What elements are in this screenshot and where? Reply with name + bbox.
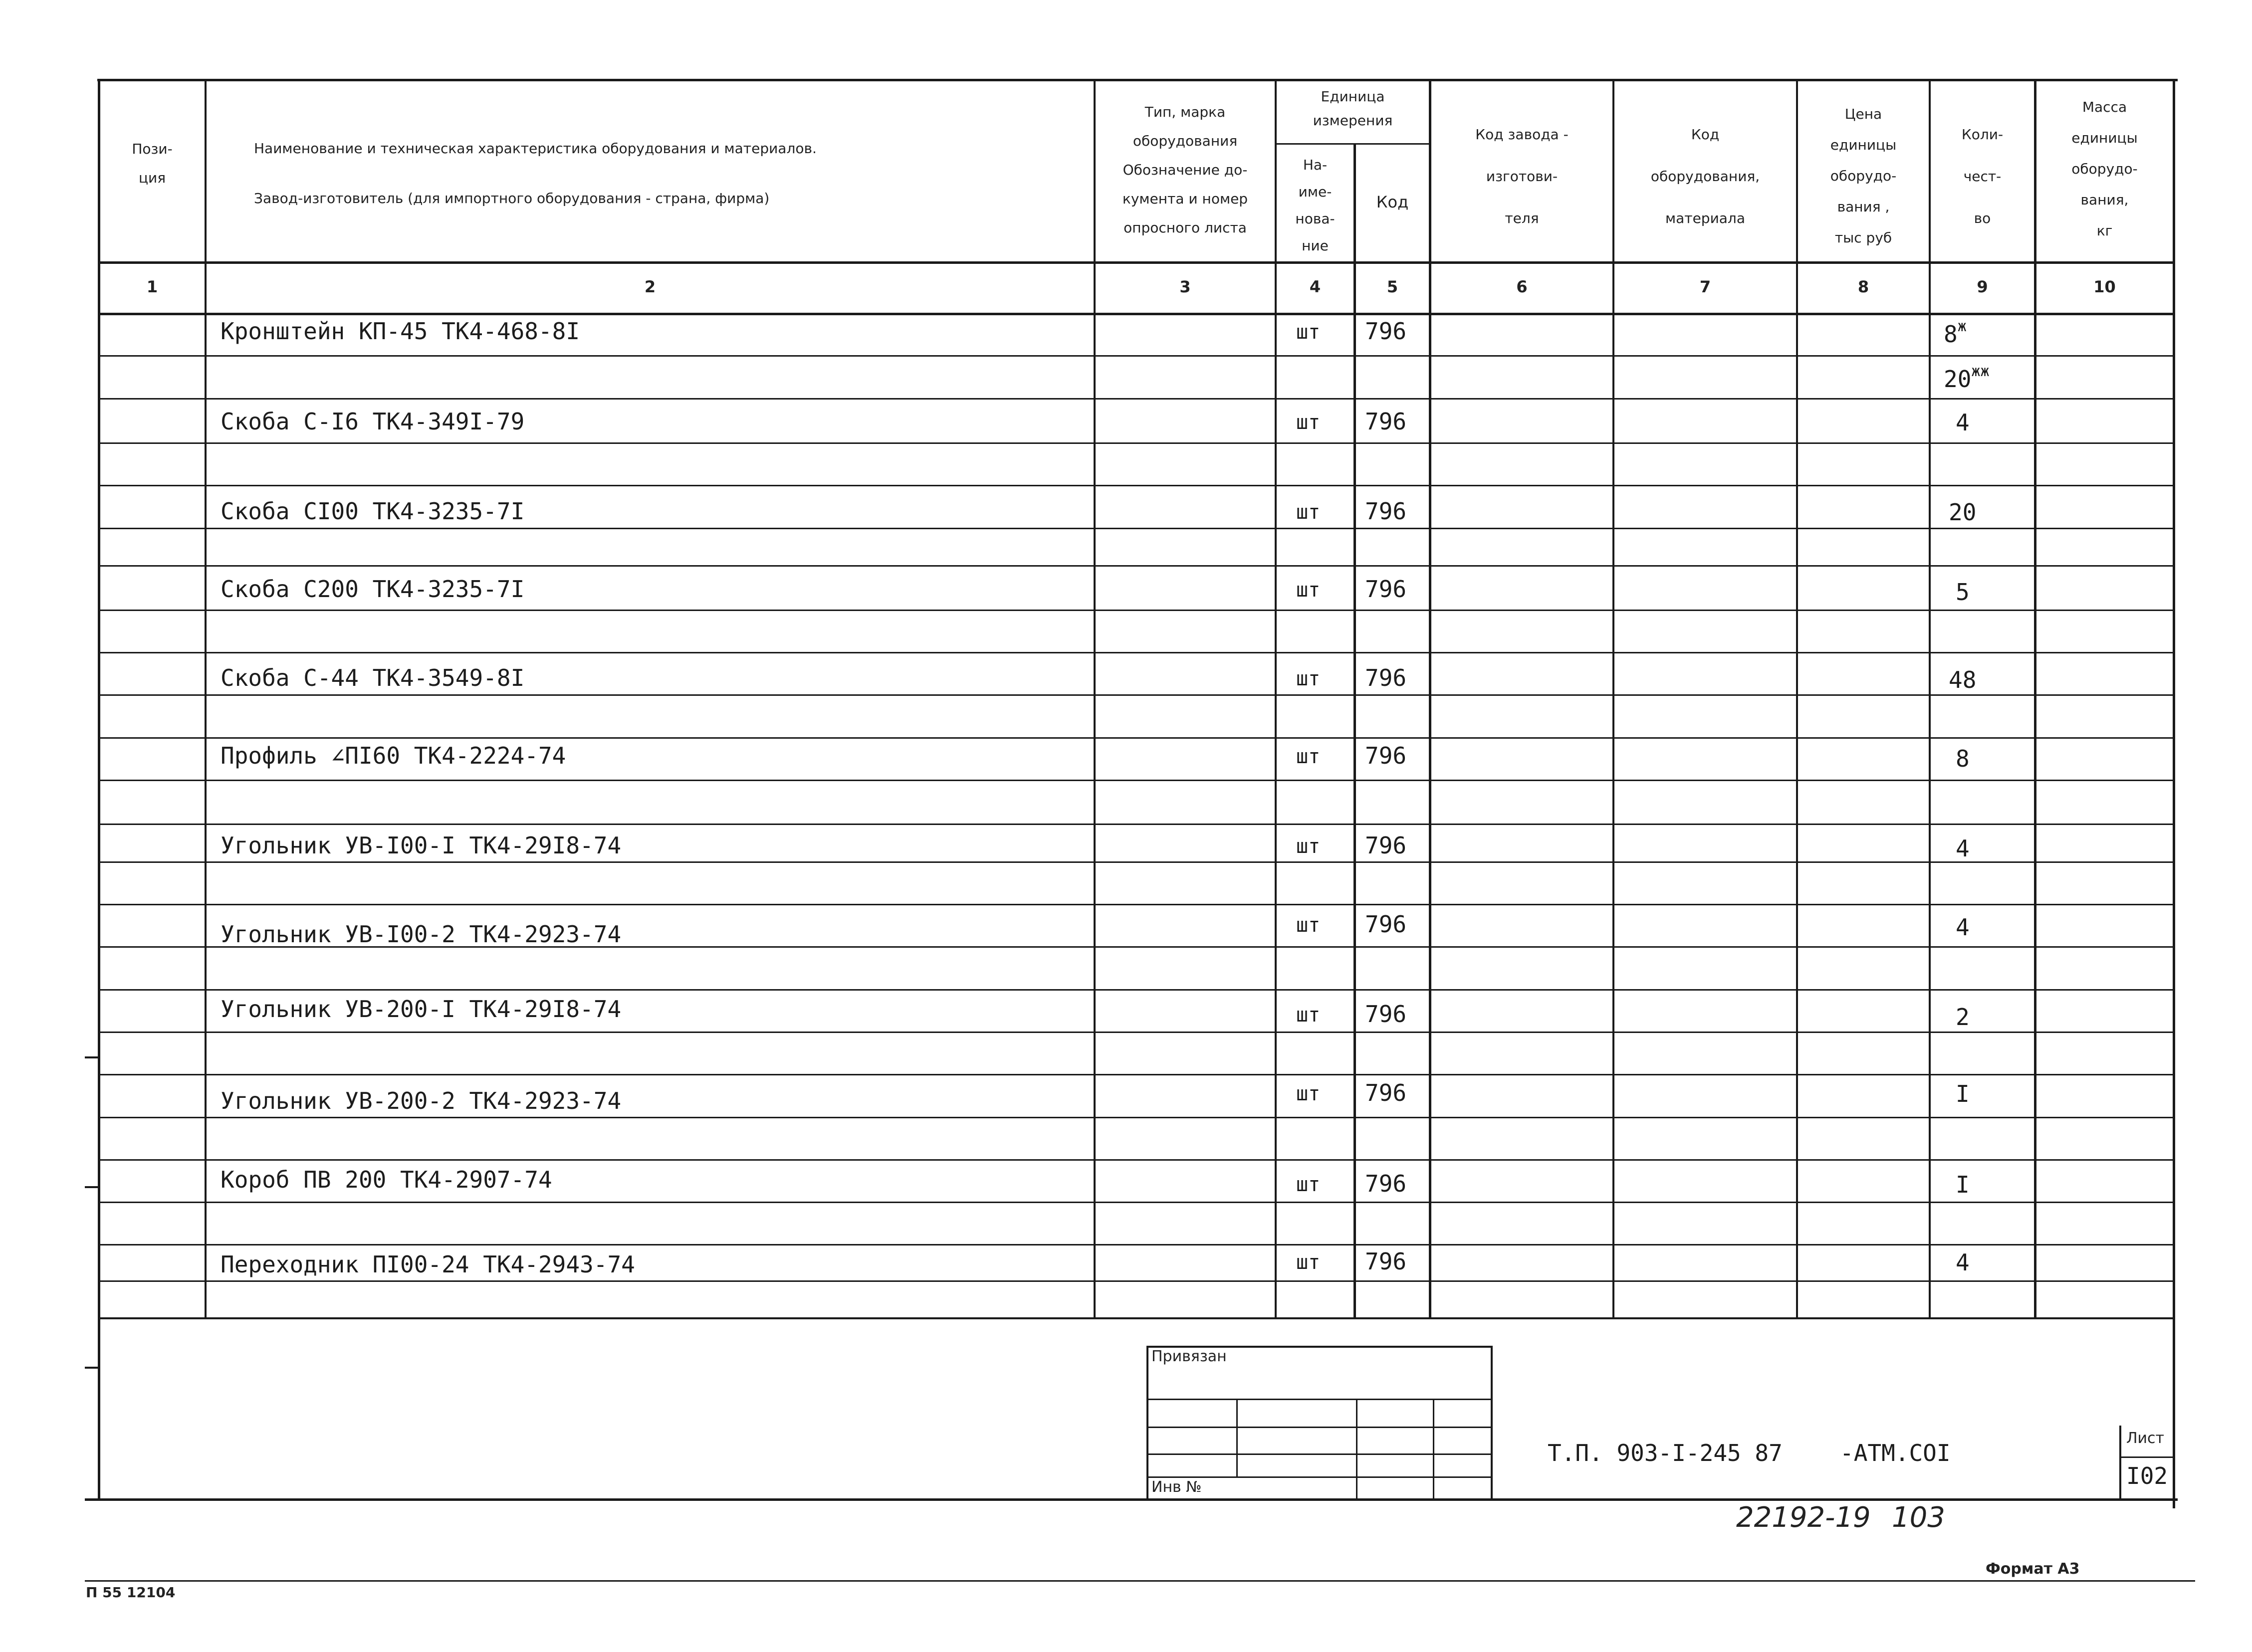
- item-unit: шт: [1296, 1004, 1321, 1027]
- row-line: [98, 904, 2175, 905]
- row-line: [98, 1117, 2175, 1118]
- col-line-2: [1094, 79, 1096, 1319]
- column-number: 1: [146, 277, 158, 296]
- margin-tick: [85, 1056, 99, 1058]
- item-unit: шт: [1296, 835, 1321, 858]
- col-line-7: [1796, 79, 1798, 1319]
- page-number: 103: [1892, 1501, 1945, 1534]
- sheet-label: Лист: [2126, 1430, 2165, 1447]
- item-unit: шт: [1296, 1082, 1321, 1105]
- col-line-9: [2034, 79, 2036, 1319]
- table-right-border: [2173, 79, 2175, 1508]
- item-unit: шт: [1296, 1173, 1321, 1196]
- header-equipment-code: Код оборудования, материала: [1650, 126, 1760, 226]
- header-mass: Масса единицы оборудо- вания, кг: [2071, 99, 2138, 239]
- row-line: [98, 1032, 2175, 1033]
- header-bottom-line: [98, 261, 2175, 264]
- item-quantity: 5: [1956, 579, 1970, 606]
- col-line-8: [1929, 79, 1931, 1319]
- header-type: Тип, марка оборудования Обозначение до- кумента и номер опросного листа: [1122, 104, 1248, 236]
- column-number: 4: [1309, 277, 1321, 296]
- item-name: Профиль ∠ПI60 ТК4-2224-74: [221, 742, 566, 769]
- header-unit-code: Код: [1376, 193, 1409, 211]
- column-number: 2: [644, 277, 656, 296]
- row-line: [98, 1159, 2175, 1161]
- item-quantity: 2: [1956, 1004, 1970, 1031]
- row-line: [98, 989, 2175, 991]
- header-maker-code: Код завода - изготови- теля: [1475, 126, 1569, 226]
- item-unit-code: 796: [1365, 1248, 1407, 1275]
- col-line-5: [1429, 79, 1431, 1319]
- stamp-line: [2119, 1426, 2121, 1500]
- item-unit-code: 796: [1365, 911, 1407, 938]
- row-line: [98, 1202, 2175, 1203]
- item-quantity: 4: [1956, 409, 1970, 436]
- table-top-border: [97, 79, 2178, 81]
- col-line-3: [1275, 79, 1277, 1319]
- row-line: [98, 442, 2175, 444]
- row-line: [98, 824, 2175, 825]
- item-unit: шт: [1296, 745, 1321, 768]
- sheet-number: I02: [2126, 1462, 2168, 1489]
- stamp-line: [1146, 1399, 1493, 1400]
- header-quantity: Коли- чест- во: [1961, 126, 2004, 226]
- column-number: 3: [1179, 277, 1191, 296]
- header-price: Цена единицы оборудо- вания , тыс руб: [1830, 106, 1897, 246]
- footer-code: П 55 12104: [86, 1584, 176, 1601]
- item-name: Скоба С200 ТК4-3235-7I: [221, 576, 525, 603]
- item-quantity: 20: [1949, 499, 1977, 526]
- item-unit-code: 796: [1365, 1170, 1407, 1197]
- item-quantity: 4: [1956, 835, 1970, 862]
- stamp-line: [1356, 1399, 1357, 1500]
- row-line: [98, 1074, 2175, 1075]
- item-unit: шт: [1296, 411, 1321, 434]
- unit-group-line: [1275, 143, 1429, 145]
- row-line: [98, 528, 2175, 529]
- frame-bottom-line: [85, 1498, 2178, 1501]
- item-unit-code: 796: [1365, 498, 1407, 525]
- column-number: 7: [1699, 277, 1711, 296]
- row-line: [98, 355, 2175, 357]
- numbers-bottom-line: [98, 313, 2175, 315]
- format-label: Формат А3: [1986, 1560, 2080, 1578]
- row-line: [98, 565, 2175, 567]
- item-quantity: 4: [1956, 1249, 1970, 1276]
- footer-line: [85, 1580, 2195, 1582]
- item-name: Скоба С-44 ТК4-3549-8I: [221, 664, 525, 691]
- item-unit-code: 796: [1365, 1079, 1407, 1106]
- footnote-mark: жж: [1971, 363, 1990, 380]
- col-line-6: [1612, 79, 1614, 1319]
- stamp-line: [1146, 1476, 1493, 1478]
- footnote-mark: ж: [1957, 318, 1967, 335]
- item-quantity: I: [1956, 1171, 1970, 1198]
- stamp-bound-label: Привязан: [1151, 1348, 1227, 1365]
- item-name: Скоба СI00 ТК4-3235-7I: [221, 498, 525, 525]
- item-unit-code: 796: [1365, 318, 1407, 345]
- document-designation: Т.П. 903-I-245 87: [1548, 1440, 1783, 1466]
- stamp-line: [1236, 1399, 1238, 1476]
- item-quantity: 8: [1956, 745, 1970, 772]
- row-line: [98, 737, 2175, 739]
- item-quantity: $8^ж$: [1944, 318, 1967, 348]
- stamp-line: [1433, 1399, 1434, 1500]
- column-number: 6: [1516, 277, 1528, 296]
- item-unit-code: 796: [1365, 832, 1407, 859]
- item-name: Короб ПВ 200 ТК4-2907-74: [221, 1166, 552, 1193]
- item-name: Угольник УВ-I00-I ТК4-29I8-74: [221, 832, 622, 859]
- table-bottom-line: [98, 1317, 2175, 1319]
- item-unit-code: 796: [1365, 742, 1407, 769]
- item-name: Переходник ПI00-24 ТК4-2943-74: [221, 1251, 635, 1278]
- item-name: Кронштейн КП-45 ТК4-468-8I: [221, 318, 580, 345]
- row-line: [98, 652, 2175, 653]
- stamp-inv-label: Инв №: [1151, 1478, 1202, 1496]
- item-unit: шт: [1296, 501, 1321, 524]
- item-unit: шт: [1296, 667, 1321, 690]
- item-unit: шт: [1296, 1251, 1321, 1274]
- margin-tick: [85, 1367, 99, 1369]
- item-name: Угольник УВ-200-I ТК4-29I8-74: [221, 996, 622, 1023]
- header-name: Наименование и техническая характеристика оборудования и материалов. Завод-изготовитель (для импортного оборудования - страна, фирма): [254, 140, 817, 206]
- column-number: 5: [1386, 277, 1398, 296]
- stamp-line: [1146, 1427, 1493, 1428]
- row-line: [98, 1280, 2175, 1282]
- item-name: Угольник УВ-200-2 ТК4-2923-74: [221, 1087, 622, 1114]
- stamp-line: [1146, 1453, 1493, 1455]
- item-unit-code: 796: [1365, 1001, 1407, 1028]
- row-line: [98, 694, 2175, 696]
- column-number: 8: [1857, 277, 1869, 296]
- item-quantity: 4: [1956, 914, 1970, 941]
- item-unit: шт: [1296, 579, 1321, 602]
- row-line: [98, 780, 2175, 781]
- item-quantity: $20^{жж}$: [1944, 363, 1990, 393]
- document-suffix: -АТМ.COI: [1840, 1440, 1951, 1466]
- row-line: [98, 398, 2175, 400]
- row-line: [98, 610, 2175, 611]
- header-unit-group: Единица измерения: [1313, 88, 1393, 129]
- item-unit: шт: [1296, 914, 1321, 937]
- row-line: [98, 861, 2175, 863]
- row-line: [98, 1244, 2175, 1245]
- item-unit-code: 796: [1365, 408, 1407, 435]
- item-unit-code: 796: [1365, 664, 1407, 691]
- handwritten-number: 22192-19: [1736, 1501, 1871, 1534]
- col-line-1: [205, 79, 207, 1319]
- item-name: Скоба С-I6 ТК4-349I-79: [221, 408, 525, 435]
- item-unit-code: 796: [1365, 576, 1407, 603]
- col-line-4: [1353, 143, 1356, 1319]
- stamp-line: [2119, 1456, 2174, 1458]
- margin-tick: [85, 1186, 99, 1188]
- item-name: Угольник УВ-I00-2 ТК4-2923-74: [221, 921, 622, 948]
- header-unit-name: На- име- нова- ние: [1295, 157, 1335, 254]
- column-number: 10: [2093, 277, 2116, 296]
- column-number: 9: [1977, 277, 1988, 296]
- item-quantity: I: [1956, 1080, 1970, 1107]
- item-unit: шт: [1296, 321, 1321, 344]
- row-line: [98, 485, 2175, 486]
- header-position: Пози- ция: [132, 141, 173, 186]
- item-quantity: 48: [1949, 666, 1977, 693]
